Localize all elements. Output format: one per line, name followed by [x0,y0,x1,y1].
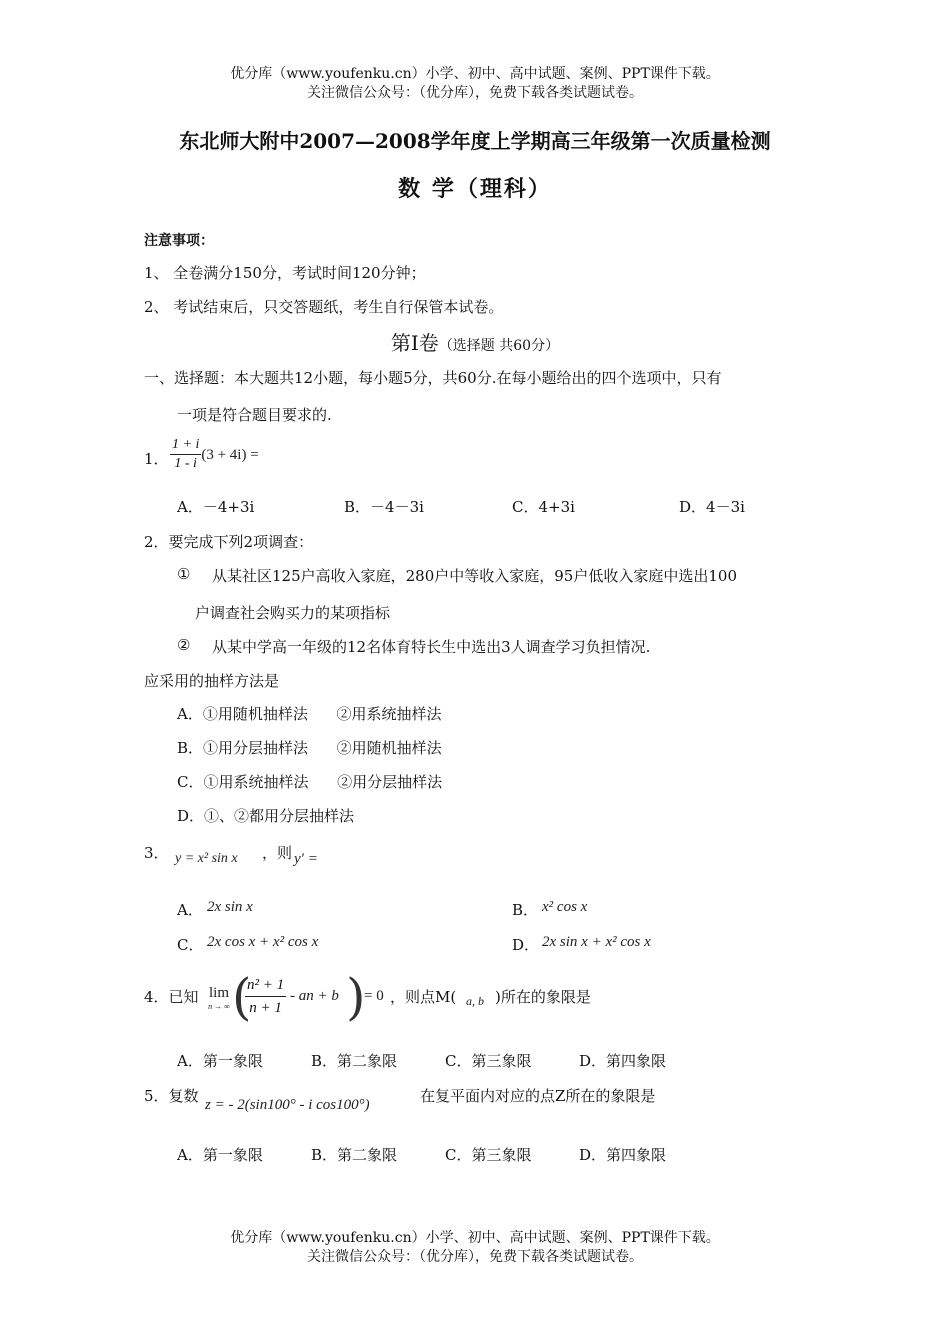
notes-item-1: 1、 全卷满分150分，考试时间120分钟； [144,264,426,282]
footer-line-2: 关注微信公众号：（优分库），免费下载各类试题试卷。 [307,1249,643,1265]
q2-option-c: C．①用系统抽样法 ②用分层抽样法 [177,773,443,791]
q5-prefix: 5．复数 [144,1087,199,1105]
q4-expression-rest: - an + b [290,988,339,1004]
q3-option-a-label: A． [177,901,203,919]
q4-lim-text: lim [208,985,229,1001]
q3-option-b: x² cos x [542,899,588,915]
q3-expression: y = x² sin x [175,851,238,866]
q2-item-1-line-1: 从某社区125户高收入家庭，280户中等收入家庭，95户低收入家庭中选出100 [212,567,737,585]
q3-option-c: 2x cos x + x² cos x [207,934,319,950]
q2-option-b: B．①用分层抽样法 ②用随机抽样法 [177,739,442,757]
notes-heading: 注意事项： [144,233,214,249]
q4-option-b: B．第二象限 [311,1052,398,1070]
q4-quadrant-question: )所在的象限是 [495,988,591,1006]
q4-equals: = 0 [364,988,384,1004]
q3-option-a: 2x sin x [207,899,253,915]
q4-lim-subscript: n → ∞ [208,1002,230,1011]
q1-number: 1． [144,450,169,468]
q1-option-c: C．4+3i [512,498,575,516]
q5-option-b: B．第二象限 [311,1146,398,1164]
q1-option-d: D．4－3i [679,498,745,516]
q4-fraction [245,974,286,1019]
part1-intro-line-2: 一项是符合题目要求的. [177,406,332,424]
q2-heading: 2．要完成下列2项调查： [144,533,314,551]
q4-fraction-wrap [245,974,286,1019]
exam-subject: 数 学（理科） [398,176,552,202]
q4-option-d: D．第四象限 [579,1052,667,1070]
q1-option-a: A．－4+3i [177,498,255,516]
notes-item-2: 2、 考试结束后，只交答题纸，考生自行保管本试卷。 [144,298,504,316]
q5-option-a: A．第一象限 [177,1146,263,1164]
q4-fraction-numerator: n² + 1 [245,974,286,997]
footer-line-1: 优分库（www.youfenku.cn）小学、初中、高中试题、案例、PPT课件下载。 [230,1230,720,1246]
part1-intro-line-1: 一、选择题：本大题共12小题，每小题5分，共60分.在每小题给出的四个选项中，只有 [144,369,722,387]
q5-option-d: D．第四象限 [579,1146,667,1164]
q3-number: 3． [144,844,169,862]
q2-item-1-line-2: 户调查社会购买力的某项指标 [195,604,391,622]
section-title: 第Ⅰ卷 [390,331,439,355]
q2-item-2-mark: ② [177,636,191,654]
q4-option-a: A．第一象限 [177,1052,263,1070]
q2-option-a: A．①用随机抽样法 ②用系统抽样法 [177,705,442,723]
q3-derivative: y′ = [294,851,318,867]
q4-option-c: C．第三象限 [445,1052,532,1070]
q4-fraction-denominator: n + 1 [249,1000,282,1016]
q3-option-c-label: C． [177,936,204,954]
q1-option-b: B．－4－3i [344,498,424,516]
q2-item-1-mark: ① [177,565,191,583]
header-line-2: 关注微信公众号：（优分库），免费下载各类试题试卷。 [307,85,643,101]
q5-expression: z = - 2(sin100° - i cos100°) [205,1097,370,1113]
header-line-1: 优分库（www.youfenku.cn）小学、初中、高中试题、案例、PPT课件下载。 [230,66,720,82]
section-heading [0,327,950,356]
q5-option-c: C．第三象限 [445,1146,532,1164]
q3-then: ，则 [262,844,293,862]
section-subtitle: （选择题 共60分） [438,338,560,354]
q3-option-d: 2x sin x + x² cos x [542,934,651,950]
q1-expression [170,436,259,473]
q4-left-paren: ( [232,968,252,1026]
q2-option-d: D．①、②都用分层抽样法 [177,807,355,825]
q1-fraction-denominator: 1 - i [174,456,197,471]
q4-limit [204,985,234,1012]
q3-option-b-label: B． [512,901,539,919]
q3-option-d-label: D． [512,936,540,954]
q2-question: 应采用的抽样方法是 [144,672,280,690]
q4-point-label: ，则点M( [390,988,457,1006]
q5-question: 在复平面内对应的点Z所在的象限是 [420,1087,656,1105]
q4-prefix: 4．已知 [144,988,199,1006]
q4-point: a, b [466,994,484,1008]
exam-title: 东北师大附中2007—2008学年度上学期高三年级第一次质量检测 [179,129,771,153]
q4-right-paren: ) [346,968,366,1026]
q1-fraction [170,436,201,473]
q1-fraction-numerator: 1 + i [170,436,201,455]
q1-expression-tail: (3 + 4i) = [201,447,259,463]
q2-item-2-text: 从某中学高一年级的12名体育特长生中选出3人调查学习负担情况. [212,638,651,656]
